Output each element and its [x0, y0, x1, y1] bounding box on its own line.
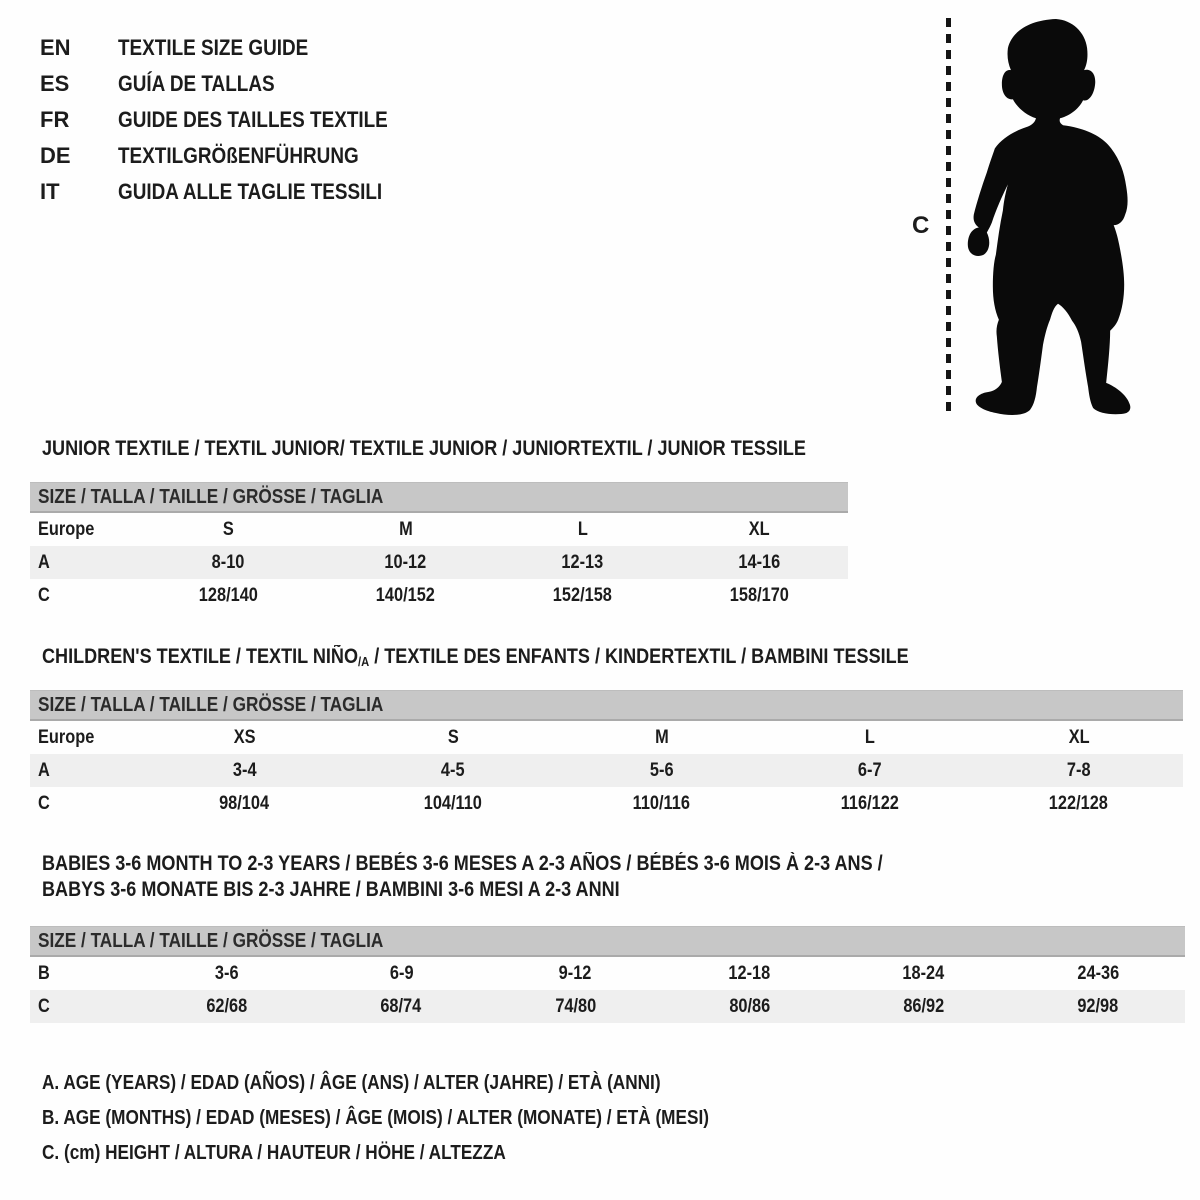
- cell: 12-18: [728, 962, 771, 984]
- legend-line-b: [42, 1101, 818, 1136]
- junior-size-table: [30, 482, 848, 612]
- children-title-part1: CHILDREN'S TEXTILE / TEXTIL NIÑO: [42, 645, 359, 668]
- language-row-en: [40, 30, 432, 66]
- cell: 18-24: [902, 962, 945, 984]
- row-label: C: [38, 995, 50, 1017]
- cell: S: [447, 726, 459, 748]
- cell: 140/152: [375, 584, 436, 606]
- measurement-legend: [42, 1066, 818, 1171]
- children-title-sub: /A: [358, 654, 370, 669]
- cell: 92/98: [1077, 995, 1119, 1017]
- legend-line-c: [42, 1136, 818, 1171]
- cell: XL: [1068, 726, 1090, 748]
- cell: 116/122: [841, 792, 900, 814]
- junior-section-title-text: JUNIOR TEXTILE / TEXTIL JUNIOR/ TEXTILE JUNIOR / JUNIORTEXTIL / JUNIOR TESSILE: [42, 437, 806, 460]
- babies-section-title: [42, 851, 1020, 903]
- row-label: Europe: [38, 726, 95, 748]
- language-title: TEXTILE SIZE GUIDE: [118, 35, 309, 60]
- cell: M: [398, 518, 413, 540]
- legend-line-b-text: B. AGE (MONTHS) / EDAD (MESES) / ÂGE (MOIS) / ALTER (MONATE) / ETÀ (MESI): [42, 1107, 709, 1129]
- size-header-text: SIZE / TALLA / TAILLE / GRÖSSE / TAGLIA: [38, 693, 384, 716]
- language-code: IT: [40, 179, 60, 204]
- table-row: [30, 990, 1185, 1023]
- height-measure-label: C: [912, 212, 930, 239]
- table-row: [30, 579, 848, 612]
- height-measure-dashed-line: [946, 18, 951, 415]
- cell: L: [865, 726, 876, 748]
- babies-title-line2: BABYS 3-6 MONATE BIS 2-3 JAHRE / BAMBINI 3-6 MESI A 2-3 ANNI: [42, 878, 620, 901]
- cell: S: [223, 518, 234, 540]
- cell: 3-4: [232, 759, 257, 781]
- children-title-part2: / TEXTILE DES ENFANTS / KINDERTEXTIL / BAMBINI TESSILE: [369, 645, 909, 668]
- cell: XS: [233, 726, 256, 748]
- row-label: B: [38, 962, 50, 984]
- size-header-text: SIZE / TALLA / TAILLE / GRÖSSE / TAGLIA: [38, 485, 384, 508]
- junior-section-title: [42, 436, 930, 462]
- language-code: ES: [40, 71, 70, 96]
- language-title: GUIDA ALLE TAGLIE TESSILI: [118, 179, 383, 204]
- language-code: FR: [40, 107, 70, 132]
- toddler-silhouette-icon: [963, 14, 1135, 420]
- size-header-text: SIZE / TALLA / TAILLE / GRÖSSE / TAGLIA: [38, 929, 384, 952]
- babies-title-line1: BABIES 3-6 MONTH TO 2-3 YEARS / BEBÉS 3-6 MESES A 2-3 AÑOS / BÉBÉS 3-6 MOIS À 2-3 ANS /: [42, 852, 883, 875]
- legend-line-a: [42, 1066, 818, 1101]
- cell: 5-6: [649, 759, 674, 781]
- children-section-title: [42, 644, 1050, 672]
- language-title: GUIDE DES TAILLES TEXTILE: [118, 107, 388, 132]
- cell: XL: [749, 518, 770, 540]
- table-row: [30, 513, 848, 546]
- row-label: A: [38, 551, 50, 573]
- cell: 12-13: [561, 551, 604, 573]
- table-row: [30, 721, 1183, 754]
- cell: 98/104: [219, 792, 270, 814]
- row-label: A: [38, 759, 50, 781]
- cell: 80/86: [729, 995, 771, 1017]
- cell: 158/170: [729, 584, 790, 606]
- language-code: DE: [40, 143, 71, 168]
- cell: 74/80: [554, 995, 596, 1017]
- children-size-table: [30, 690, 1183, 820]
- language-row-es: [40, 66, 432, 102]
- legend-line-c-text: C. (cm) HEIGHT / ALTURA / HAUTEUR / HÖHE / ALTEZZA: [42, 1142, 506, 1164]
- table-row: [30, 754, 1183, 787]
- cell: 4-5: [441, 759, 465, 781]
- babies-size-header-bar: [30, 926, 1185, 957]
- cell: 10-12: [384, 551, 427, 573]
- row-label: C: [38, 584, 50, 606]
- cell: 152/158: [552, 584, 613, 606]
- language-row-de: [40, 138, 432, 174]
- table-row: [30, 957, 1185, 990]
- babies-size-table: [30, 926, 1185, 1023]
- language-row-it: [40, 174, 432, 210]
- language-title: TEXTILGRÖßENFÜHRUNG: [118, 143, 359, 168]
- cell: 6-7: [858, 759, 882, 781]
- cell: 3-6: [215, 962, 239, 984]
- cell: M: [654, 726, 669, 748]
- language-code: EN: [40, 35, 71, 60]
- cell: 62/68: [206, 995, 248, 1017]
- cell: 14-16: [738, 551, 781, 573]
- cell: 8-10: [212, 551, 245, 573]
- table-row: [30, 546, 848, 579]
- language-row-fr: [40, 102, 432, 138]
- row-label: Europe: [38, 518, 95, 540]
- children-section-title-text: [42, 644, 909, 672]
- cell: 110/116: [632, 792, 691, 814]
- row-label: C: [38, 792, 50, 814]
- cell: 7-8: [1066, 759, 1091, 781]
- table-row: [30, 787, 1183, 820]
- cell: 122/128: [1049, 792, 1109, 814]
- cell: 68/74: [380, 995, 422, 1017]
- cell: 104/110: [423, 792, 482, 814]
- legend-line-a-text: A. AGE (YEARS) / EDAD (AÑOS) / ÂGE (ANS) / ALTER (JAHRE) / ETÀ (ANNI): [42, 1072, 661, 1094]
- cell: 86/92: [903, 995, 945, 1017]
- cell: 128/140: [198, 584, 259, 606]
- junior-size-header-bar: [30, 482, 848, 513]
- cell: 6-9: [389, 962, 414, 984]
- language-title-block: [40, 30, 432, 210]
- cell: 24-36: [1077, 962, 1119, 984]
- cell: 9-12: [559, 962, 592, 984]
- children-size-header-bar: [30, 690, 1183, 721]
- cell: L: [577, 518, 588, 540]
- language-title: GUÍA DE TALLAS: [118, 71, 275, 96]
